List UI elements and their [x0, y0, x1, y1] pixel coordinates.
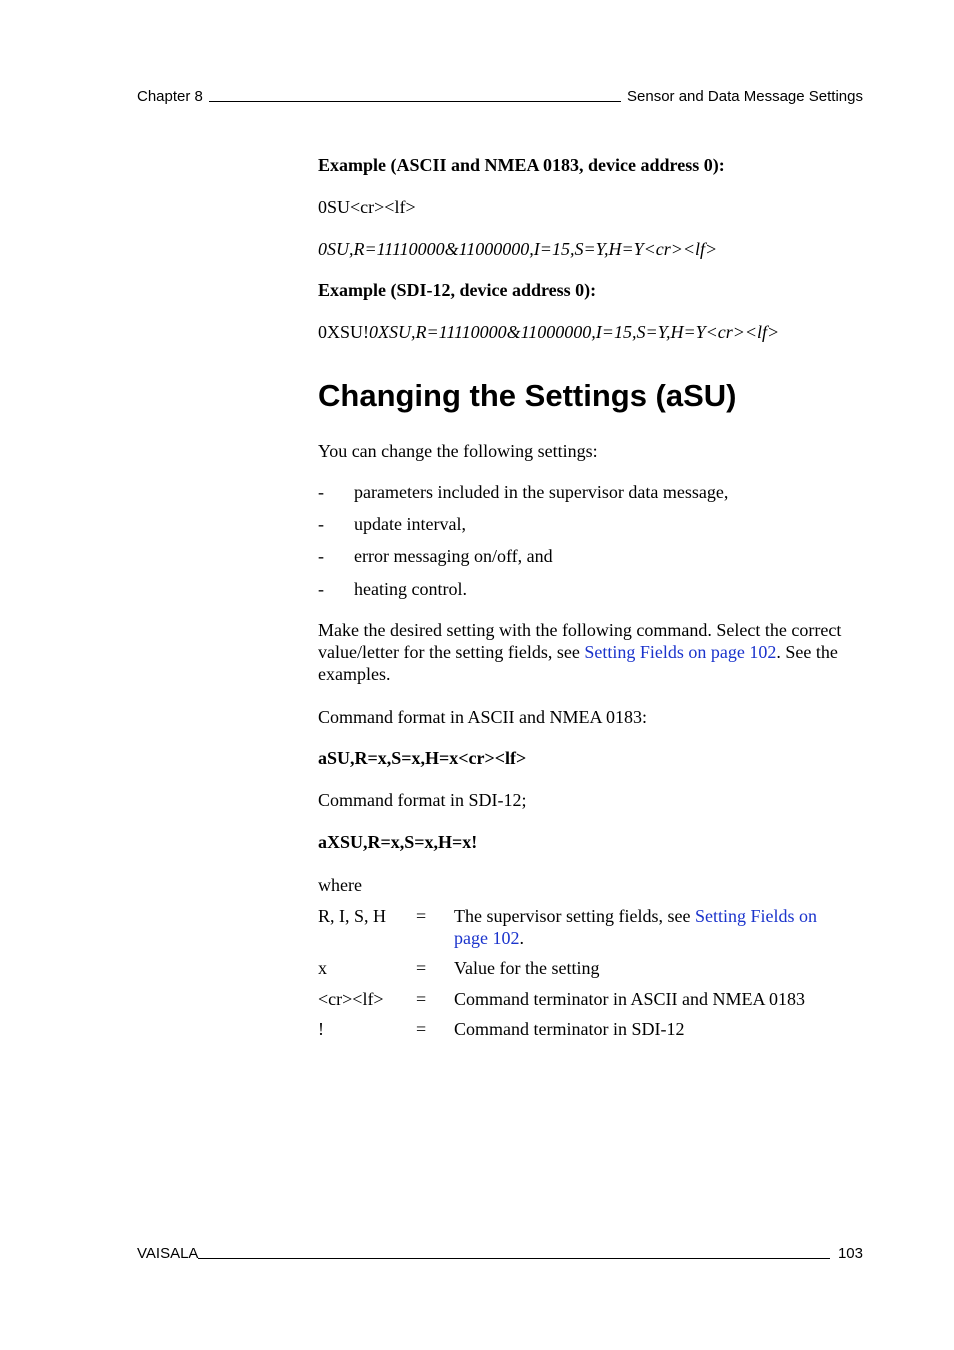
definition-equals: =: [416, 1019, 427, 1039]
bullet-dash: -: [318, 579, 324, 599]
setting-fields-link[interactable]: Setting Fields on page 102: [584, 642, 777, 662]
definition-equals: =: [416, 906, 427, 926]
setting-fields-link[interactable]: Setting Fields on page 102: [454, 906, 817, 948]
definition-term: x: [318, 958, 327, 978]
list-item-text: error messaging on/off, and: [354, 546, 553, 566]
list-item-text: parameters included in the supervisor data message,: [354, 482, 729, 502]
page-header: [137, 86, 863, 106]
bullet-dash: -: [318, 514, 324, 534]
page-footer: [137, 1243, 863, 1263]
definition-term: <cr><lf>: [318, 989, 384, 1009]
example-sdi-response: 0XSU,R=11110000&11000000,I=15,S=Y,H=Y<cr><lf>: [369, 322, 780, 342]
definition-equals: =: [416, 989, 427, 1009]
example-ascii-heading: Example (ASCII and NMEA 0183, device address 0):: [318, 155, 725, 175]
header-chapter: Chapter 8: [137, 87, 203, 105]
footer-company: VAISALA: [137, 1244, 199, 1262]
bullet-dash: -: [318, 546, 324, 566]
definition-description: Value for the setting: [454, 958, 600, 978]
definition-term: !: [318, 1019, 324, 1039]
example-sdi-line: [318, 321, 779, 343]
definition-equals: =: [416, 958, 427, 978]
example-sdi-heading: Example (SDI-12, device address 0):: [318, 280, 597, 300]
definition-text: The supervisor setting fields, see: [454, 906, 695, 926]
ascii-format-command: aSU,R=x,S=x,H=x<cr><lf>: [318, 748, 527, 768]
bullet-dash: -: [318, 482, 324, 502]
footer-rule: [198, 1247, 830, 1259]
intro-text: You can change the following settings:: [318, 441, 598, 461]
ascii-format-label: Command format in ASCII and NMEA 0183:: [318, 707, 647, 727]
definition-description: Command terminator in SDI-12: [454, 1019, 685, 1039]
list-item-text: update interval,: [354, 514, 466, 534]
definition-term: R, I, S, H: [318, 906, 387, 926]
list-item-text: heating control.: [354, 579, 467, 599]
header-rule: [209, 90, 621, 102]
page-number: 103: [837, 1244, 863, 1262]
section-title: Changing the Settings (aSU): [318, 378, 737, 413]
where-label: where: [318, 875, 362, 895]
instruction-paragraph: [318, 619, 863, 685]
instruction-text-after: . See the examples.: [318, 642, 838, 684]
definition-description: Command terminator in ASCII and NMEA 0183: [454, 989, 805, 1009]
sdi-format-label: Command format in SDI-12;: [318, 790, 527, 810]
sdi-format-command: aXSU,R=x,S=x,H=x!: [318, 832, 478, 852]
instruction-text: Make the desired setting with the following command. Select the correct value/letter for the setting fields, see: [318, 620, 842, 662]
header-section: Sensor and Data Message Settings: [627, 87, 863, 105]
example-sdi-command: 0XSU!: [318, 322, 370, 342]
definition-text-after: .: [519, 928, 524, 948]
example-ascii-response: 0SU,R=11110000&11000000,I=15,S=Y,H=Y<cr><lf>: [318, 239, 718, 259]
definition-description: [454, 905, 854, 949]
example-ascii-command: 0SU<cr><lf>: [318, 197, 416, 217]
